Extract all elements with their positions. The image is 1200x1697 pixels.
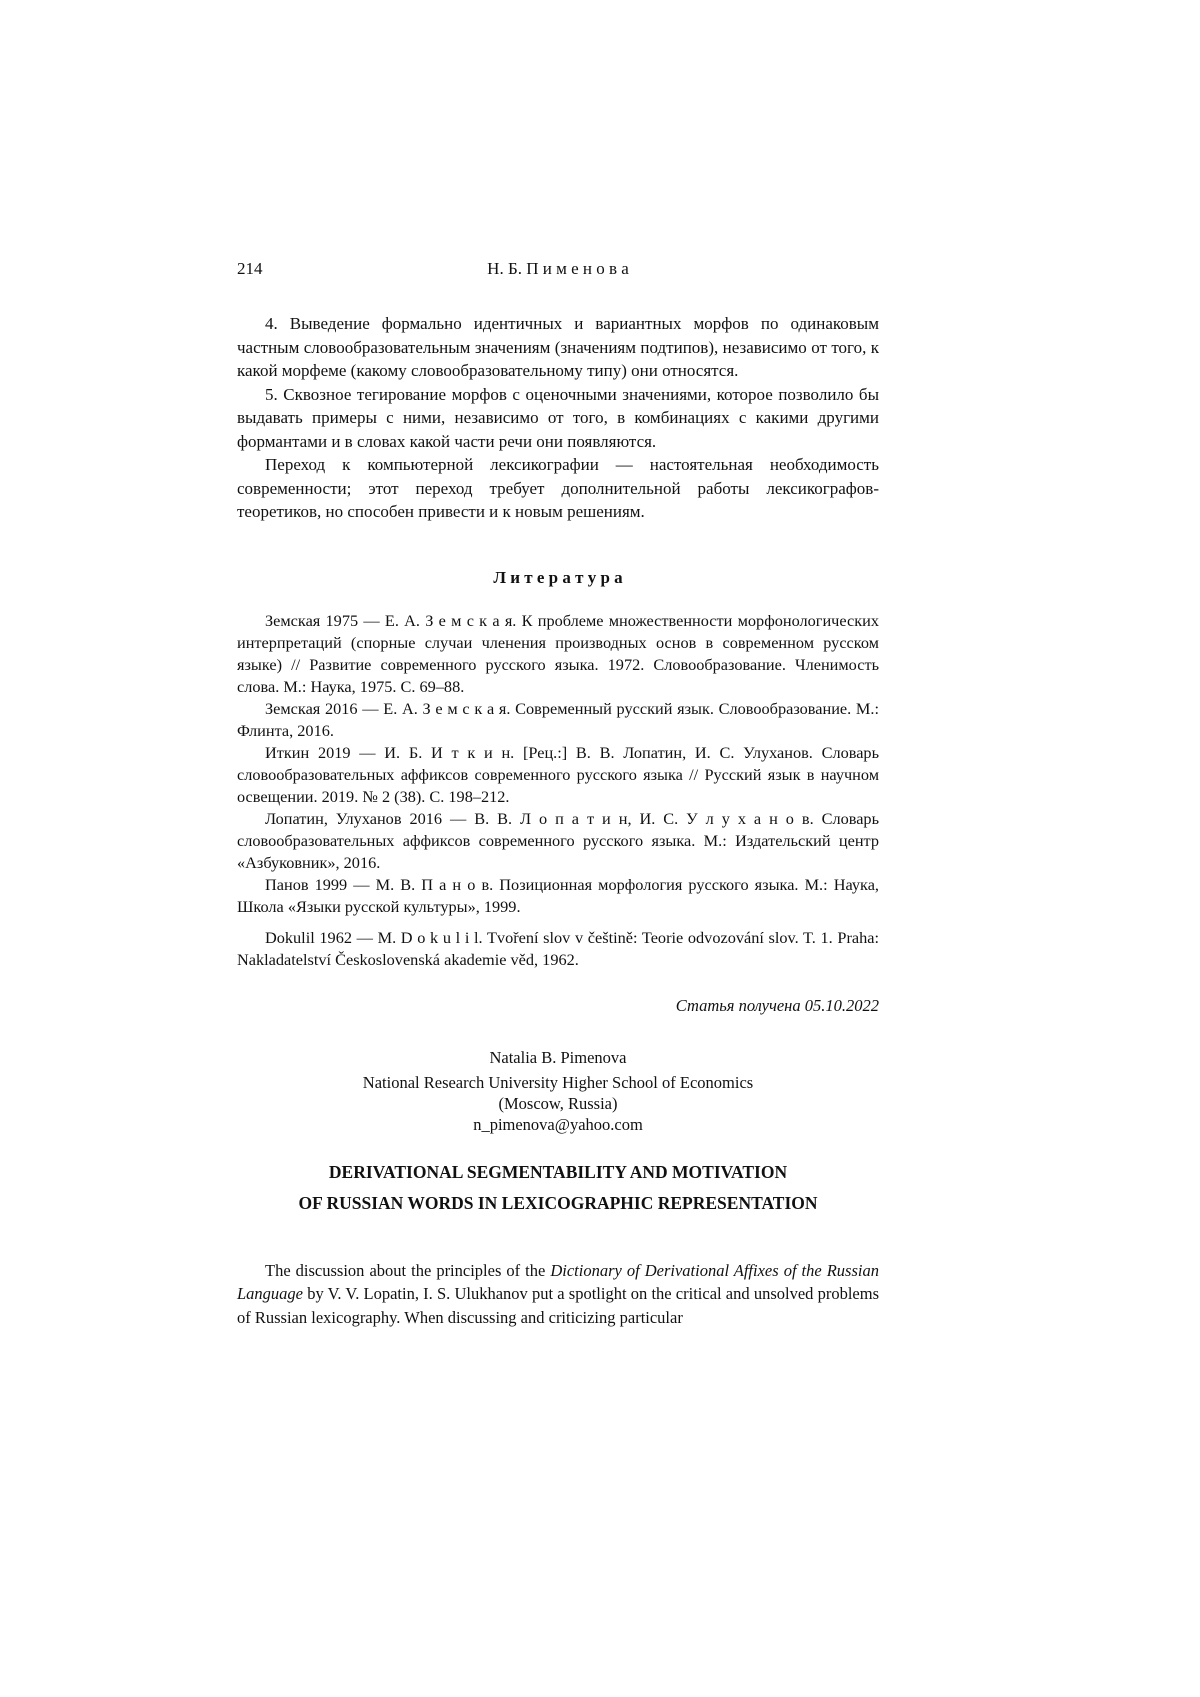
- author-block: [237, 1047, 879, 1135]
- author-affiliation: National Research University Higher School of Economics: [362, 1072, 754, 1092]
- abstract-text-start: The discussion about the principles of the: [265, 1260, 551, 1280]
- reference-entry: Dokulil 1962 — M. D o k u l i l. Tvoření slov v češtině: Teorie odvozování slov. T. 1. Praha: Nakladatelství Československá akademie věd, 1962.: [237, 927, 879, 969]
- running-header: [237, 258, 879, 280]
- paragraph-conclusion: Переход к компьютерной лексикографии — настоятельная необходимость современности; этот переход требует дополнительной работы лексикографов-теоретиков, но способен привести и к новым решениям.: [237, 455, 879, 521]
- reference-list: [237, 610, 879, 971]
- page-number: 214: [237, 259, 263, 278]
- author-name: Natalia B. Pimenova: [489, 1047, 627, 1067]
- reference-entry: Иткин 2019 — И. Б. И т к и н. [Рец.:] В. В. Лопатин, И. С. Улуханов. Словарь словообразовательных аффиксов современного русского языка // Русский язык в научном освещении. 2019. № 2 (38). С. 198–212.: [237, 742, 879, 806]
- abstract-paragraph: [237, 1259, 879, 1330]
- abstract-text-end: by V. V. Lopatin, I. S. Ulukhanov put a spotlight on the critical and unsolved problems of Russian lexicography. When discussing and criticizing particular: [237, 1284, 879, 1327]
- page-body: [237, 312, 879, 1329]
- abstract-dictionary-title: Dictionary of Derivational Affixes of the Russian Language: [237, 1260, 879, 1303]
- reference-entry: Земская 2016 — Е. А. З е м с к а я. Современный русский язык. Словообразование. М.: Флинта, 2016.: [237, 698, 879, 740]
- running-head-author: Н. Б. П и м е н о в а: [487, 259, 629, 278]
- reference-entry: Панов 1999 — М. В. П а н о в. Позиционная морфология русского языка. М.: Наука, Школа «Языки русской культуры», 1999.: [237, 874, 879, 916]
- english-title-line-1: DERIVATIONAL SEGMENTABILITY AND MOTIVATION: [328, 1161, 788, 1182]
- received-note: Статья получена 05.10.2022: [675, 995, 879, 1015]
- literature-heading: Л и т е р а т у р а: [493, 567, 623, 587]
- english-title-line-2: OF RUSSIAN WORDS IN LEXICOGRAPHIC REPRESENTATION: [298, 1192, 818, 1213]
- text-block: [237, 0, 879, 1329]
- english-title: [237, 1157, 879, 1219]
- paragraph-item-4: 4. Выведение формально идентичных и вариантных морфов по одинаковым частным словообразовательным значениям (значениям подтипов), независимо от того, к какой морфеме (какому словообразовательному типу) они относятся.: [237, 314, 879, 380]
- author-email: n_pimenova@yahoo.com: [473, 1114, 643, 1134]
- author-location: (Moscow, Russia): [498, 1093, 618, 1113]
- reference-entry: Земская 1975 — Е. А. З е м с к а я. К проблеме множественности морфонологических интерпретаций (спорные случаи членения производных основ в современном русском языке) // Развитие современного русского языка. 1972. Словообразование. Членимость слова. М.: Наука, 1975. С. 69–88.: [237, 610, 879, 696]
- paragraph-item-5: 5. Сквозное тегирование морфов с оценочными значениями, которое позволило бы выдавать примеры с ними, независимо от того, в комбинациях с какими другими формантами и в словах какой части речи они появляются.: [237, 384, 879, 451]
- reference-entry: Лопатин, Улуханов 2016 — В. В. Л о п а т и н, И. С. У л у х а н о в. Словарь словообразовательных аффиксов современного русского языка. М.: Издательский центр «Азбуковник», 2016.: [237, 808, 879, 872]
